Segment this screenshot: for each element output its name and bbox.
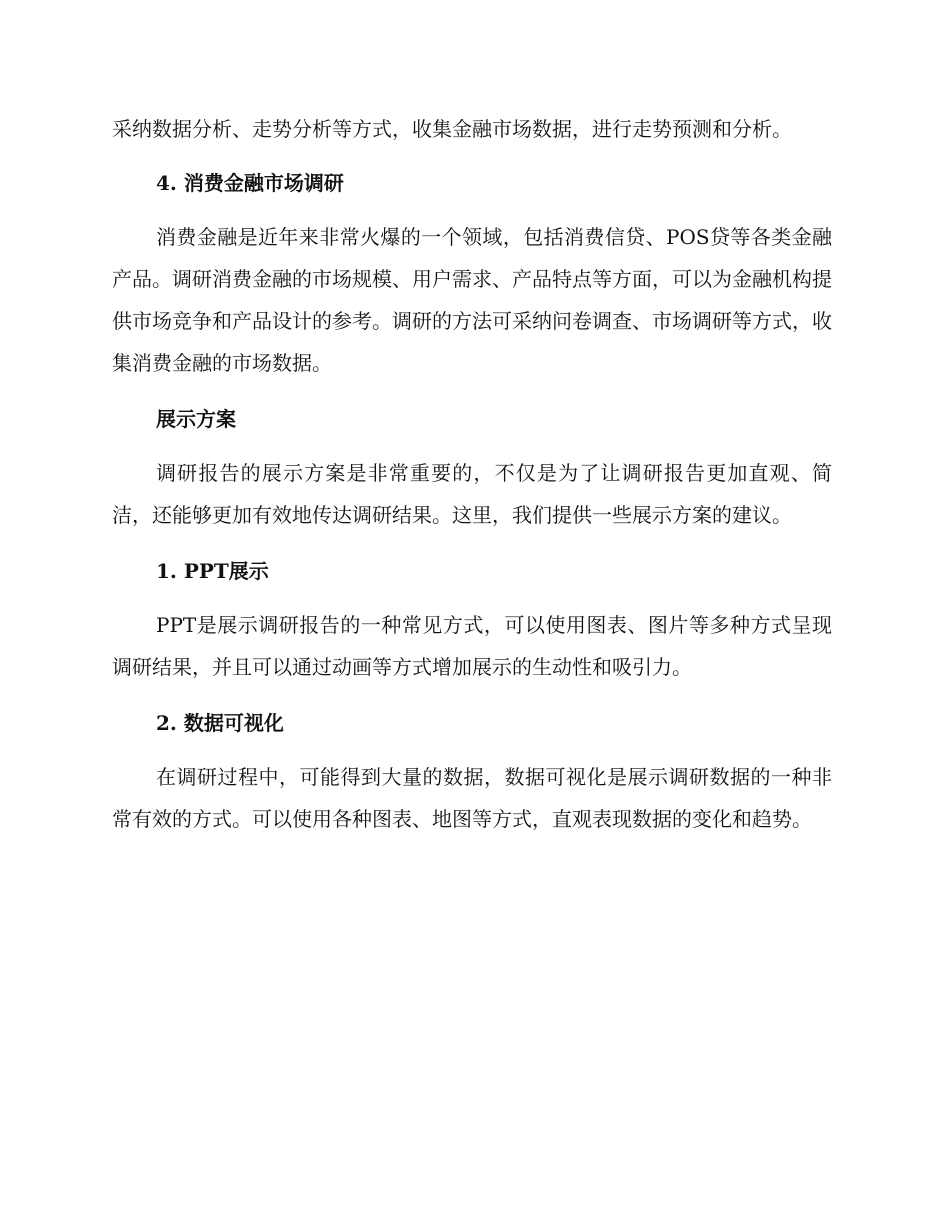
heading-display-plan: 展示方案: [156, 407, 236, 431]
paragraph-consumer-finance: 消费金融是近年来非常火爆的一个领域，包括消费信贷、POS贷等各类金融产品。调研消费金融的市场规模、用户需求、产品特点等方面，可以为金融机构提供市场竞争和产品设计的参考。调研的方法可采纳问卷调查、市场调研等方式，收集消费金融的市场数据。: [112, 225, 832, 375]
paragraph-ppt: PPT是展示调研报告的一种常见方式，可以使用图表、图片等多种方式呈现调研结果，并且可以通过动画等方式增加展示的生动性和吸引力。: [112, 613, 832, 679]
paragraph-data-visualization: 在调研过程中，可能得到大量的数据，数据可视化是展示调研数据的一种非常有效的方式。可以使用各种图表、地图等方式，直观表现数据的变化和趋势。: [112, 765, 832, 831]
document-page: [112, 108, 832, 840]
heading-consumer-finance: 4. 消费金融市场调研: [156, 171, 344, 195]
heading-ppt: 1. PPT展示: [156, 559, 269, 583]
heading-data-visualization: 2. 数据可视化: [156, 711, 284, 735]
paragraph-display-plan: 调研报告的展示方案是非常重要的，不仅是为了让调研报告更加直观、简洁，还能够更加有效地传达调研结果。这里，我们提供一些展示方案的建议。: [112, 461, 832, 527]
intro-paragraph-tail: 采纳数据分析、走势分析等方式，收集金融市场数据，进行走势预测和分析。: [112, 117, 792, 141]
